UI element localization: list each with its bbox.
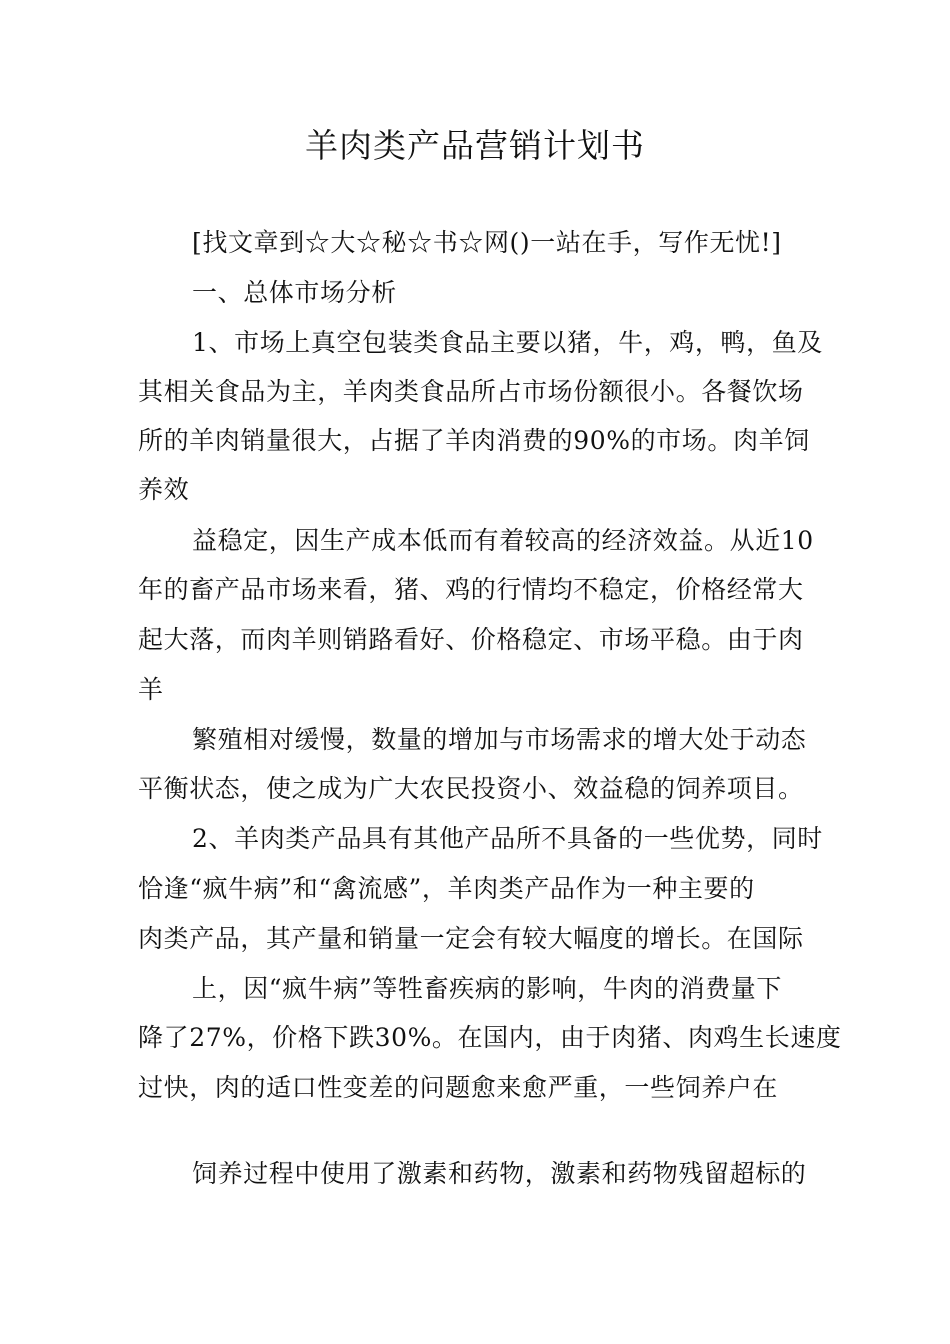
paragraph-line: 饲养过程中使用了激素和药物，激素和药物残留超标的 xyxy=(192,1159,807,1188)
paragraph-line: 恰逢“疯牛病”和“禽流感”，羊肉类产品作为一种主要的 xyxy=(138,874,755,903)
section-heading: 一、总体市场分析 xyxy=(192,278,397,307)
paragraph-line: 繁殖相对缓慢，数量的增加与市场需求的增大处于动态 xyxy=(192,725,807,754)
document-title: 羊肉类产品营销计划书 xyxy=(305,126,645,166)
paragraph-line: 所的羊肉销量很大，占据了羊肉消费的90%的市场。肉羊饲 xyxy=(138,426,810,455)
paragraph-line: 平衡状态，使之成为广大农民投资小、效益稳的饲养项目。 xyxy=(138,774,804,803)
paragraph-line: 降了27%，价格下跌30%。在国内，由于肉猪、肉鸡生长速度 xyxy=(138,1023,842,1052)
paragraph-line: 其相关食品为主，羊肉类食品所占市场份额很小。各餐饮场 xyxy=(138,377,804,406)
paragraph-line: 肉类产品，其产量和销量一定会有较大幅度的增长。在国际 xyxy=(138,924,804,953)
paragraph-line: 过快，肉的适口性变差的问题愈来愈严重，一些饲养户在 xyxy=(138,1073,779,1102)
paragraph-line: 2、羊肉类产品具有其他产品所不具备的一些优势，同时 xyxy=(192,824,823,853)
paragraph-line: 养效 xyxy=(138,475,190,504)
paragraph-line: 年的畜产品市场来看，猪、鸡的行情均不稳定，价格经常大 xyxy=(138,575,804,604)
header-note-line: [找文章到☆大☆秘☆书☆网()一站在手，写作无忧!] xyxy=(192,228,782,257)
paragraph-line: 上，因“疯牛病”等牲畜疾病的影响，牛肉的消费量下 xyxy=(192,974,782,1003)
paragraph-line: 益稳定，因生产成本低而有着较高的经济效益。从近10 xyxy=(192,526,814,555)
paragraph-line: 起大落，而肉羊则销路看好、价格稳定、市场平稳。由于肉 xyxy=(138,625,804,654)
paragraph-line: 羊 xyxy=(138,675,164,704)
paragraph-line: 1、市场上真空包装类食品主要以猪，牛，鸡，鸭，鱼及 xyxy=(192,328,823,357)
